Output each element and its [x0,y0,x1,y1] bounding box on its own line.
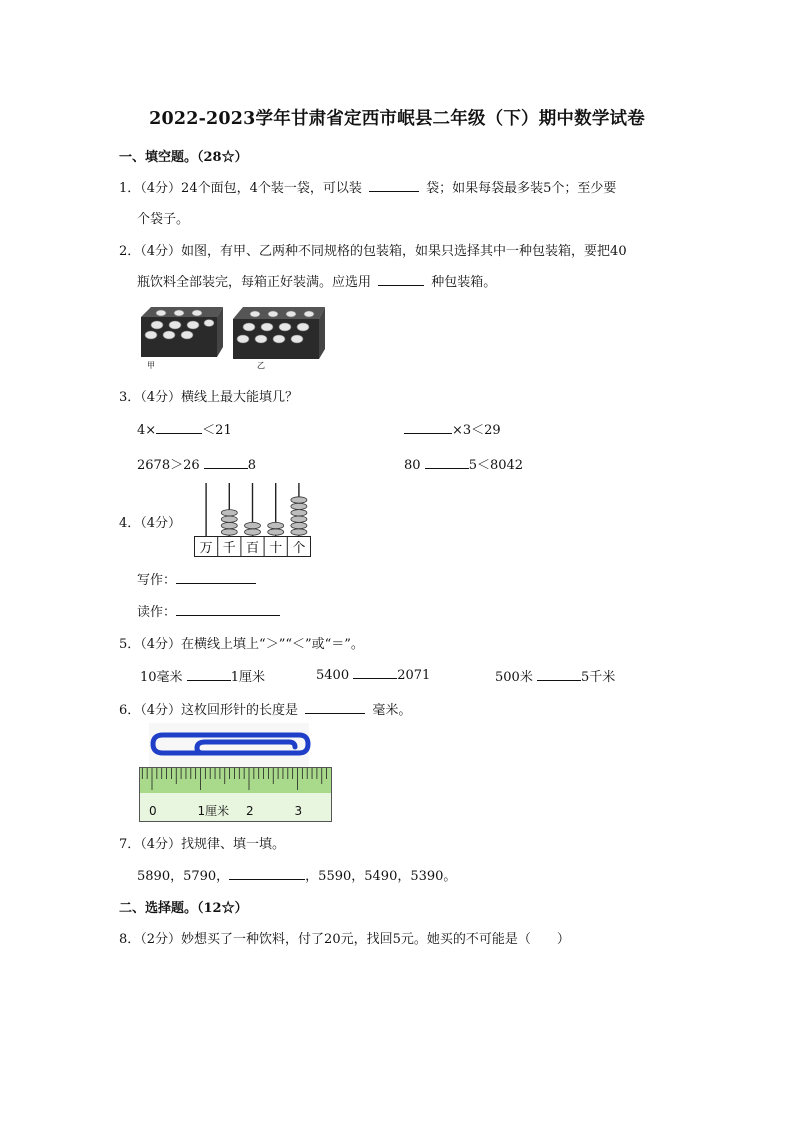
q4-write-blank[interactable] [176,571,256,584]
abacus-bead [245,529,261,535]
q3-a-blank[interactable] [156,421,202,434]
q3-item-b [404,419,501,438]
q3-a-post: ＜21 [202,423,232,438]
abacus-place-label: 百 [245,541,260,556]
q1-line2: 个袋子。 [137,212,190,227]
q5-b-post: 2071 [397,668,431,683]
question-2 [137,271,496,290]
q4-write-label: 写作： [137,573,177,588]
q5-a-post: 1厘米 [230,670,265,685]
q4-read-blank[interactable] [176,603,280,616]
abacus-place-label: 千 [222,541,236,556]
q4-read-label: 读作： [137,605,177,620]
abacus-rods [206,483,307,536]
question-1 [119,177,616,196]
q5-c-blank[interactable] [537,668,581,681]
box-yi-label: 乙 [257,361,265,370]
ruler-label: 2 [246,804,254,818]
q5-item-a [140,666,265,685]
abacus-bead [291,510,307,516]
q3-item-c [137,454,256,473]
q3-item-a [137,419,232,438]
q8-stem: 8．（2分）妙想买了一种饮料，付了20元，找回5元。她买的不可能是（ ） [119,932,570,947]
q7-seq-a: 5890，5790， [137,869,230,884]
page-title: 2022-2023学年甘肃省定西市岷县二年级（下）期中数学试卷 [149,109,645,129]
q5-b-blank[interactable] [353,666,397,679]
ruler-label: 1厘米 [197,804,230,818]
q3-d-pre: 80 [404,458,421,473]
abacus-bead [268,529,284,535]
q6-text-b: 毫米。 [372,703,412,718]
ruler-label: 0 [149,804,157,818]
abacus-bead [268,522,284,528]
ruler-label: 3 [294,804,303,818]
box-yi [233,307,325,370]
abacus-bead [291,522,307,528]
q4-write [137,569,256,588]
abacus-bead [221,510,237,516]
q7-seq-b: ，5590，5490，5390。 [305,869,457,884]
box-jia-label: 甲 [147,361,155,370]
abacus-bead [291,497,307,503]
q3-c-pre: 2678＞26 [137,458,200,473]
q6-answer-blank[interactable] [305,701,365,714]
q5-item-b [316,666,430,683]
q7-blank[interactable] [229,867,305,880]
abacus-bead [291,529,307,535]
paperclip-photo-bg [149,723,309,771]
q5-item-c [495,666,615,685]
q5-stem: 5．（4分）在横线上填上“＞”“＜”或“＝”。 [119,637,364,652]
q3-a-pre: 4× [137,423,157,438]
q5-b-pre: 5400 [316,668,350,683]
abacus-bead [245,522,261,528]
q3-d-blank[interactable] [425,456,469,469]
abacus-place-label: 个 [292,541,306,556]
q3-b-blank[interactable] [404,421,452,434]
q1-text-a: 1．（4分）24个面包，4个装一袋，可以装 [119,181,362,196]
q5-a-blank[interactable] [187,668,231,681]
abacus-bead [221,516,237,522]
q4-stem: 4．（4分） [119,516,182,531]
paperclip-ruler-figure [139,723,333,823]
abacus-bead [291,516,307,522]
q6-text-a: 6．（4分）这枚回形针的长度是 [119,703,299,718]
q5-c-pre: 500米 [495,670,533,685]
abacus-figure [194,481,314,559]
q3-b-post: ×3＜29 [452,423,501,438]
q2-answer-blank[interactable] [378,273,424,286]
packing-boxes-figure [137,301,329,371]
abacus-place-label: 十 [269,541,283,556]
q3-item-d [404,454,523,473]
q3-c-post: 8 [247,458,257,473]
q3-stem: 3．（4分）横线上最大能填几？ [119,390,299,405]
q3-d-post: 5＜8042 [468,458,524,473]
q2-text-b: 种包装箱。 [431,275,497,290]
q2-line1: 2．（4分）如图，有甲、乙两种不同规格的包装箱，如果只选择其中一种包装箱，要把40 [119,244,627,259]
q3-c-blank[interactable] [204,456,248,469]
q7-stem: 7．（4分）找规律、填一填。 [119,837,286,852]
q5-c-post: 5千米 [580,670,616,685]
q4-read [137,601,280,620]
abacus-place-label: 万 [199,541,213,556]
q2-text-a: 瓶饮料全部装完，每箱正好装满。应选用 [137,275,372,290]
section-heading-fill-in: 一、填空题。（28☆） [119,150,248,165]
ruler-lower-band [140,793,331,821]
q1-text-b: 袋；如果每袋最多装5个；至少要 [426,181,617,196]
question-6 [119,699,411,718]
abacus-bead [221,522,237,528]
abacus-bead [291,503,307,509]
abacus-bead [221,529,237,535]
box-jia [141,307,223,370]
q1-answer-blank[interactable] [369,179,419,192]
section-heading-choice: 二、选择题。（12☆） [119,901,248,916]
q5-a-pre: 10毫米 [140,670,183,685]
q7-sequence [137,865,456,884]
